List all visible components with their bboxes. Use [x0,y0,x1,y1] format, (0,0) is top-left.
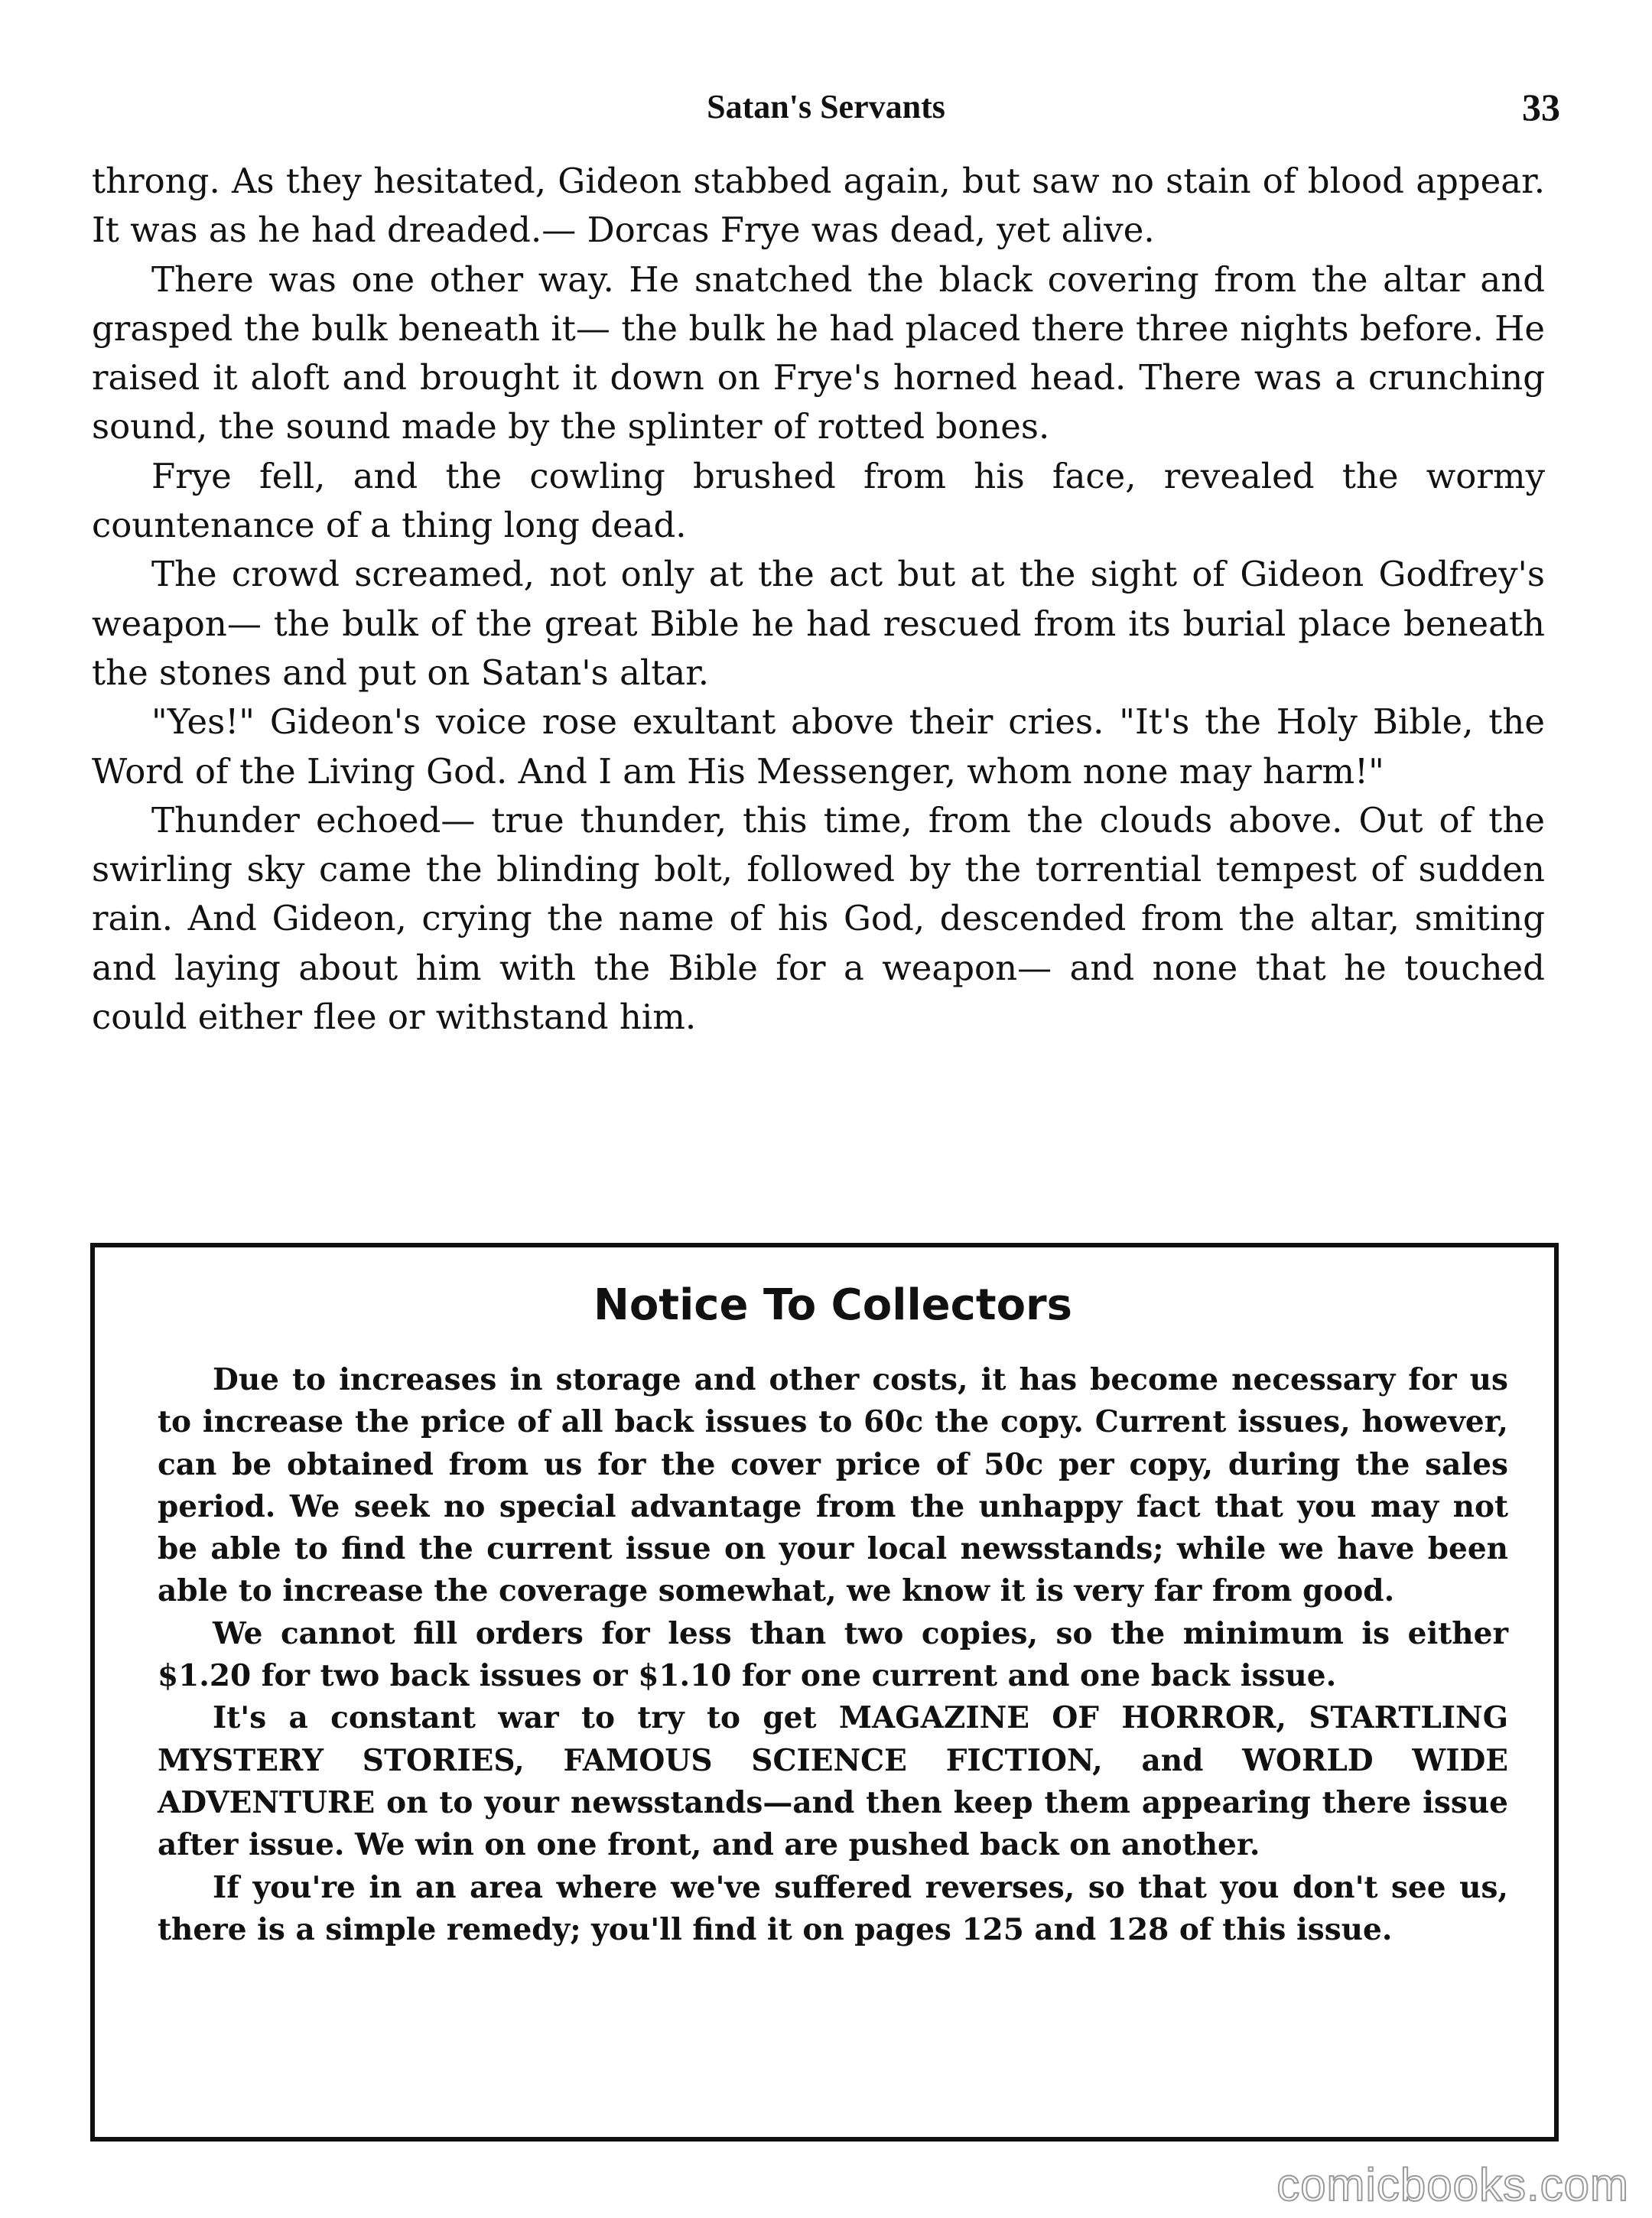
notice-paragraph: We cannot fill orders for less than two copies, so the minimum is either $1.20 for two back issues or $1.10 for one current and one back issue. [158,1615,1508,1694]
story-paragraph: throng. As they hesitated, Gideon stabbed again, but saw no stain of blood appear. It was as he had dreaded.— Dorcas Frye was dead, yet alive. [92,161,1545,251]
watermark: comicbooks.com [1276,2159,1629,2210]
story-text [92,157,1545,1042]
story-paragraph: "Yes!" Gideon's voice rose exultant above their cries. "It's the Holy Bible, the Word of the Living God. And I am His Messenger, whom none may harm!" [92,701,1545,792]
story-paragraph: There was one other way. He snatched the black covering from the altar and grasped the bulk beneath it— the bulk he had placed there three nights before. He raised it aloft and brought it down on Frye's horned head. There was a crunching sound, the sound made by the splinter of rotted bones. [92,259,1545,447]
story-paragraph: Frye fell, and the cowling brushed from his face, revealed the wormy countenance of a thing long dead. [92,455,1545,546]
notice-paragraph: It's a constant war to try to get MAGAZINE OF HORROR, STARTLING MYSTERY STORIES, FAMOUS SCIENCE FICTION, and WORLD WIDE ADVENTURE on to your newsstands—and then keep them appearing there issue after issue. We win on one front, and are pushed back on another. [158,1700,1508,1863]
running-title: Satan's Servants [707,88,945,125]
story-paragraph: The crowd screamed, not only at the act but at the sight of Gideon Godfrey's weapon— the bulk of the great Bible he had rescued from its burial place beneath the stones and put on Satan's altar. [92,554,1545,693]
notice-title: Notice To Collectors [593,1280,1073,1330]
notice-paragraph: If you're in an area where we've suffered reverses, so that you don't see us, there is a simple remedy; you'll find it on pages 125 and 128 of this issue. [158,1869,1508,1947]
notice-paragraph: Due to increases in storage and other costs, it has become necessary for us to increase the price of all back issues to 60c the copy. Current issues, however, can be obtained from us for the cover price of 50c per copy, during the sales period. We seek no special advantage from the unhappy fact that you may not be able to find the current issue on your local newsstands; while we have been able to increase the coverage somewhat, we know it is very far from good. [158,1362,1508,1609]
page-number: 33 [1522,86,1560,128]
page-header [92,76,1560,138]
notice-body [158,1359,1508,1951]
notice-box [90,1243,1559,2142]
story-paragraph: Thunder echoed— true thunder, this time, from the clouds above. Out of the swirling sky came the blinding bolt, followed by the torrential tempest of sudden rain. And Gideon, crying the name of his God, descended from the altar, smiting and laying about him with the Bible for a weapon— and none that he touched could either flee or withstand him. [92,799,1545,1038]
